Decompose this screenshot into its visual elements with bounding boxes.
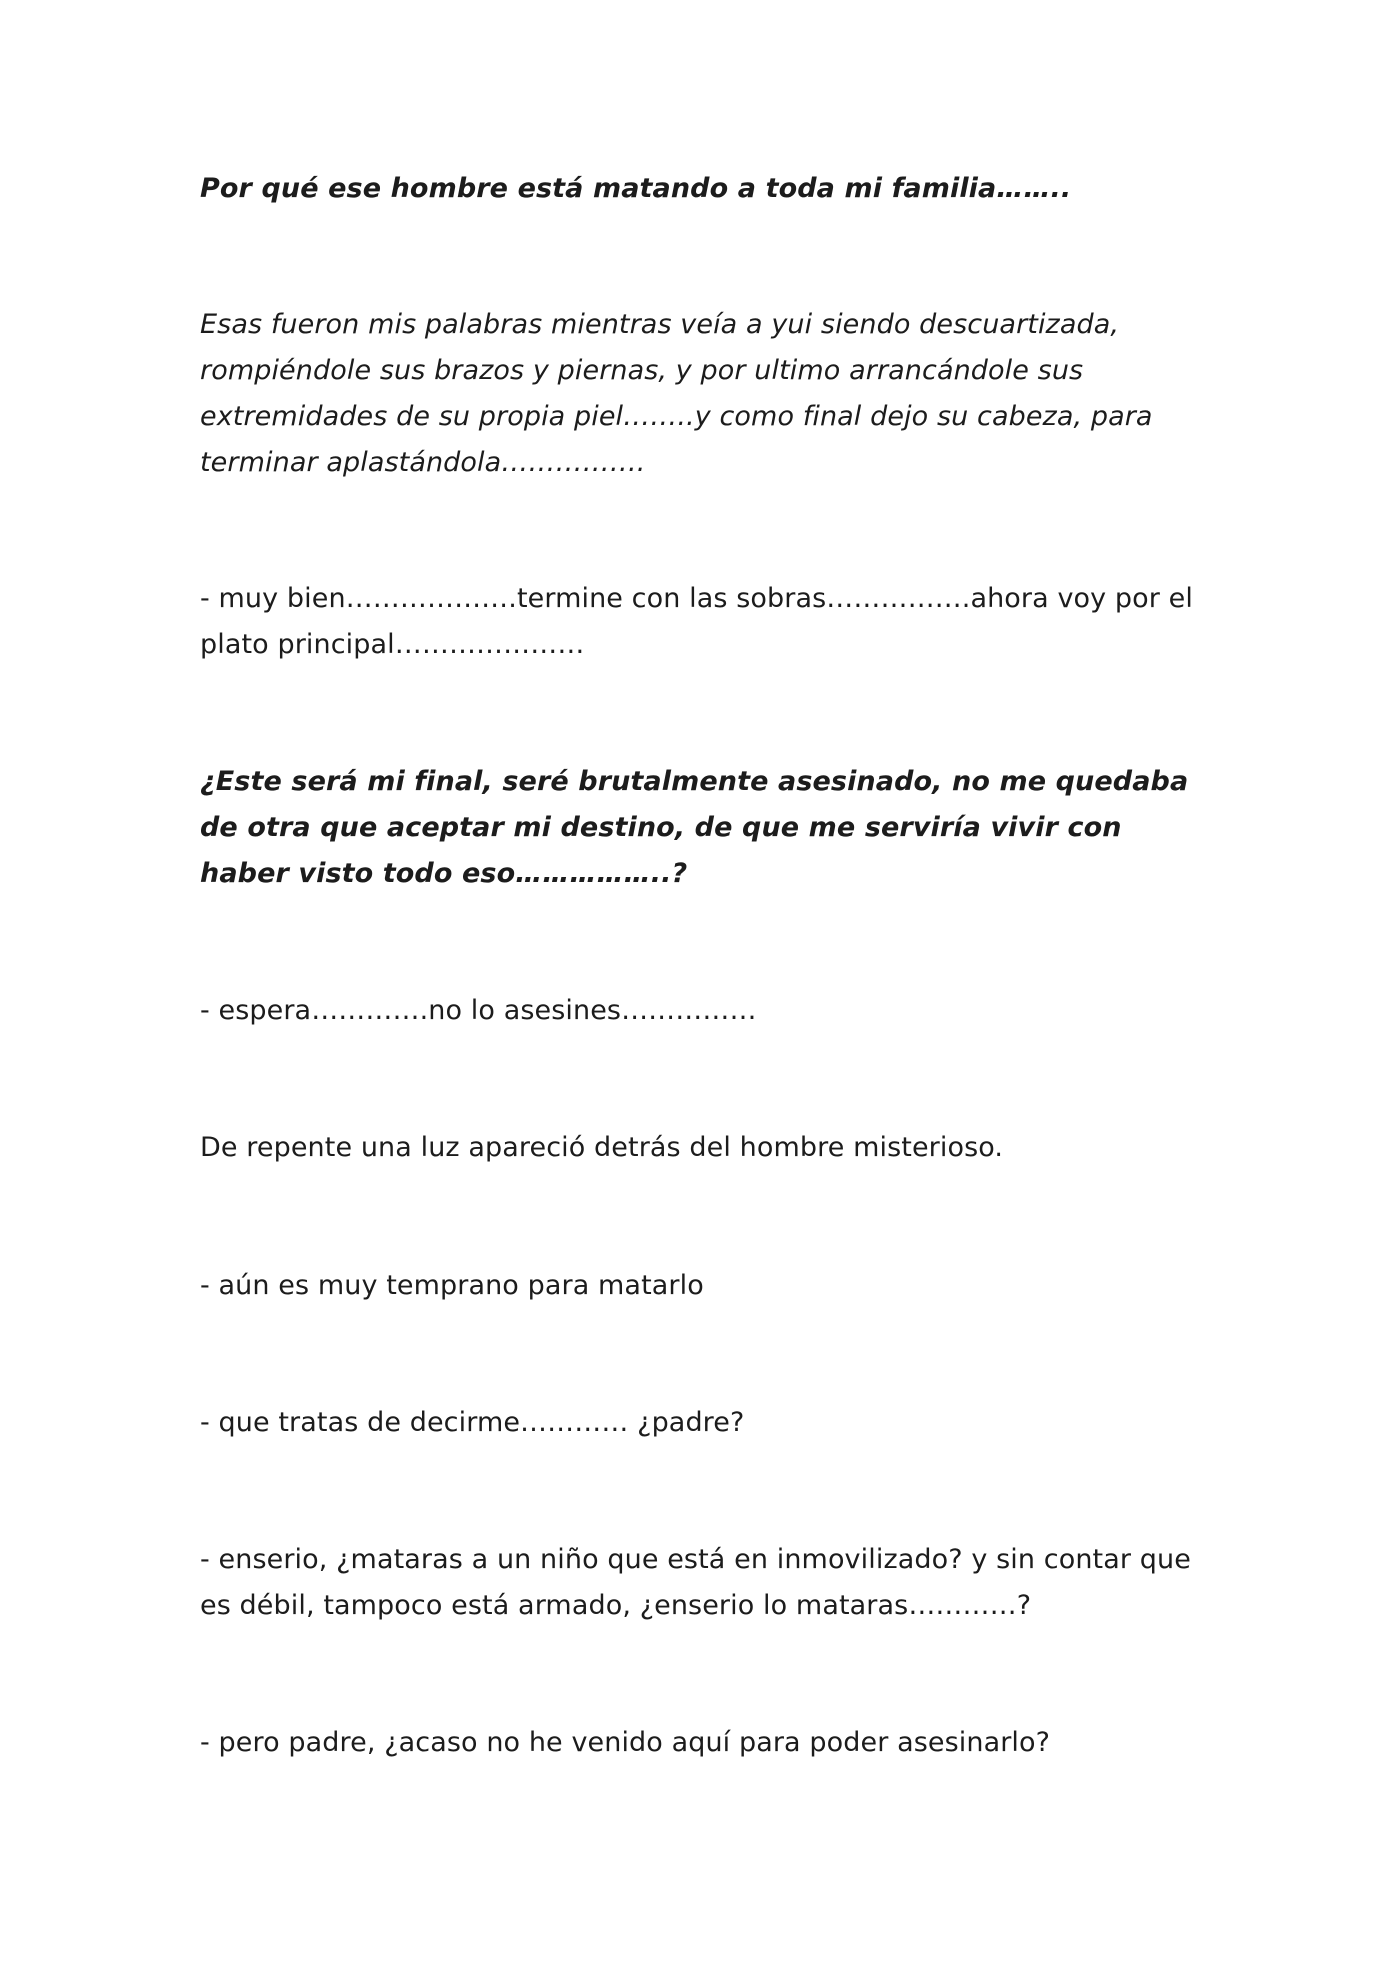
dialogue-line: - espera………….no lo asesines…………… — [200, 995, 757, 1026]
inner-thought: ¿Este será mi final, seré brutalmente asesinado, no me quedaba de otra que aceptar mi destino, de que me serviría vivir con haber visto todo eso……………..? — [200, 766, 1189, 889]
narration-line: De repente una luz apareció detrás del hombre misterioso. — [200, 1132, 1004, 1163]
narration-paragraph: Esas fueron mis palabras mientras veía a yui siendo descuartizada, rompiéndole sus brazos y piernas, y por ultimo arrancándole sus extremidades de su propia piel……..y como final dejo su cabeza, para terminar aplastándola……………. — [200, 309, 1153, 478]
opening-thought: Por qué ese hombre está matando a toda mi familia…….. — [200, 173, 1072, 204]
dialogue-line: - aún es muy temprano para matarlo — [200, 1270, 704, 1301]
dialogue-line: - enserio, ¿mataras a un niño que está en inmovilizado? y sin contar que es débil, tampoco está armado, ¿enserio lo mataras…………? — [200, 1544, 1191, 1621]
dialogue-line: - muy bien……………….termine con las sobras…………….ahora voy por el plato principal………………… — [200, 583, 1193, 660]
dialogue-line: - pero padre, ¿acaso no he venido aquí para poder asesinarlo? — [200, 1727, 1051, 1758]
dialogue-line: - que tratas de decirme………… ¿padre? — [200, 1407, 745, 1438]
